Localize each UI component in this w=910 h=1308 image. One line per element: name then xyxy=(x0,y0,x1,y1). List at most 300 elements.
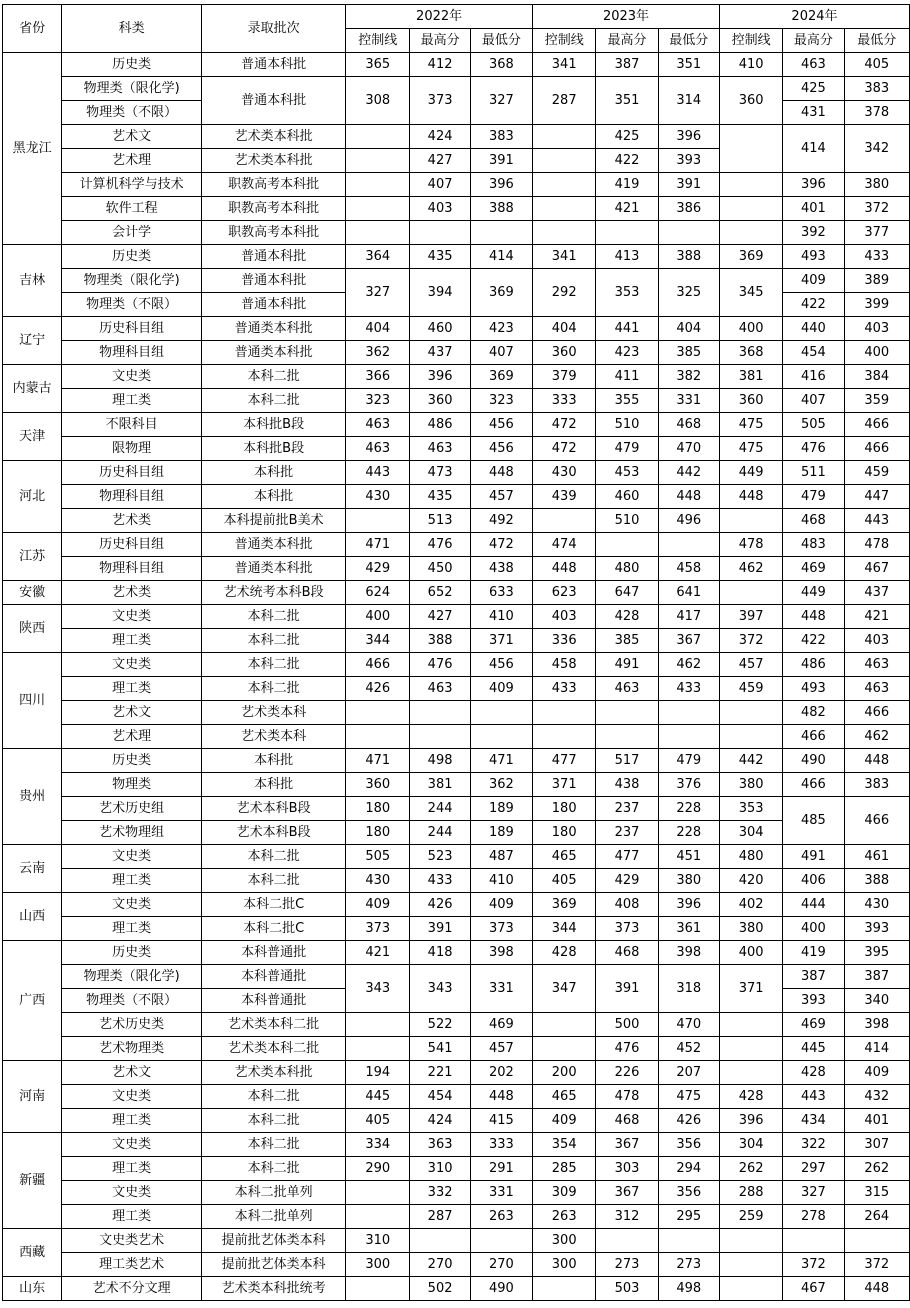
control-line-2023: 344 xyxy=(533,917,596,941)
max-score-2023: 419 xyxy=(596,173,658,197)
control-line-2024: 381 xyxy=(719,365,782,389)
control-line-2022: 334 xyxy=(346,1133,410,1157)
control-line-2023: 285 xyxy=(533,1157,596,1181)
header-max-score: 最高分 xyxy=(410,29,470,53)
min-score-2024: 377 xyxy=(844,221,909,245)
control-line-2024 xyxy=(719,1061,782,1085)
max-score-2023: 510 xyxy=(596,413,658,437)
min-score-2022: 373 xyxy=(470,917,532,941)
table-row xyxy=(3,1085,910,1109)
control-line-2024: 380 xyxy=(719,917,782,941)
min-score-2023: 391 xyxy=(658,173,719,197)
min-score-2022: 409 xyxy=(470,893,532,917)
header-control-line: 控制线 xyxy=(346,29,410,53)
max-score-2022: 244 xyxy=(410,821,470,845)
table-row xyxy=(3,341,910,365)
batch-cell: 本科二批 xyxy=(202,629,346,653)
max-score-2024: 409 xyxy=(783,269,844,293)
control-line-2024: 410 xyxy=(719,53,782,77)
table-row xyxy=(3,797,910,821)
max-score-2022: 426 xyxy=(410,893,470,917)
max-score-2023: 237 xyxy=(596,797,658,821)
header-control-line: 控制线 xyxy=(533,29,596,53)
control-line-2024 xyxy=(719,125,782,173)
min-score-2023: 273 xyxy=(658,1253,719,1277)
category-cell: 艺术类 xyxy=(62,581,202,605)
control-line-2022: 308 xyxy=(346,77,410,125)
min-score-2022: 448 xyxy=(470,461,532,485)
control-line-2022: 366 xyxy=(346,365,410,389)
control-line-2023: 347 xyxy=(533,965,596,1013)
admission-score-table xyxy=(2,4,910,1301)
min-score-2023: 398 xyxy=(658,941,719,965)
min-score-2022: 423 xyxy=(470,317,532,341)
category-cell: 不限科目 xyxy=(62,413,202,437)
min-score-2023: 498 xyxy=(658,1277,719,1301)
category-cell: 理工类 xyxy=(62,1205,202,1229)
table-row xyxy=(3,701,910,725)
max-score-2024: 278 xyxy=(783,1205,844,1229)
min-score-2024: 463 xyxy=(844,677,909,701)
min-score-2024: 395 xyxy=(844,941,909,965)
max-score-2022: 418 xyxy=(410,941,470,965)
control-line-2023 xyxy=(533,509,596,533)
max-score-2024: 469 xyxy=(783,1013,844,1037)
category-cell: 文史类 xyxy=(62,365,202,389)
min-score-2023 xyxy=(658,221,719,245)
min-score-2023: 382 xyxy=(658,365,719,389)
min-score-2022: 369 xyxy=(470,269,532,317)
max-score-2023 xyxy=(596,533,658,557)
max-score-2022: 454 xyxy=(410,1085,470,1109)
control-line-2024: 368 xyxy=(719,341,782,365)
category-cell: 艺术文 xyxy=(62,1061,202,1085)
control-line-2022: 430 xyxy=(346,485,410,509)
min-score-2022: 391 xyxy=(470,149,532,173)
max-score-2024: 407 xyxy=(783,389,844,413)
batch-cell: 本科二批 xyxy=(202,605,346,629)
batch-cell: 本科二批单列 xyxy=(202,1181,346,1205)
batch-cell: 艺术本科B段 xyxy=(202,797,346,821)
min-score-2022: 369 xyxy=(470,365,532,389)
min-score-2024: 448 xyxy=(844,749,909,773)
batch-cell: 本科二批 xyxy=(202,1133,346,1157)
max-score-2023: 373 xyxy=(596,917,658,941)
province-cell: 广西 xyxy=(3,941,62,1061)
min-score-2024: 432 xyxy=(844,1085,909,1109)
min-score-2024: 466 xyxy=(844,413,909,437)
max-score-2024: 406 xyxy=(783,869,844,893)
max-score-2022: 652 xyxy=(410,581,470,605)
min-score-2024: 372 xyxy=(844,1253,909,1277)
max-score-2022: 473 xyxy=(410,461,470,485)
category-cell: 理工类 xyxy=(62,1109,202,1133)
max-score-2023 xyxy=(596,1229,658,1253)
control-line-2022: 365 xyxy=(346,53,410,77)
min-score-2022: 270 xyxy=(470,1253,532,1277)
min-score-2022: 371 xyxy=(470,629,532,653)
min-score-2022: 327 xyxy=(470,77,532,125)
max-score-2022: 498 xyxy=(410,749,470,773)
batch-cell: 本科二批 xyxy=(202,1109,346,1133)
max-score-2023: 423 xyxy=(596,341,658,365)
control-line-2022: 323 xyxy=(346,389,410,413)
max-score-2024: 440 xyxy=(783,317,844,341)
table-row xyxy=(3,317,910,341)
max-score-2022: 388 xyxy=(410,629,470,653)
max-score-2024: 485 xyxy=(783,797,844,845)
control-line-2022: 360 xyxy=(346,773,410,797)
control-line-2023: 341 xyxy=(533,245,596,269)
max-score-2023: 387 xyxy=(596,53,658,77)
max-score-2023: 491 xyxy=(596,653,658,677)
control-line-2022 xyxy=(346,1205,410,1229)
header-control-line: 控制线 xyxy=(719,29,782,53)
min-score-2022: 383 xyxy=(470,125,532,149)
min-score-2023: 367 xyxy=(658,629,719,653)
province-cell: 陕西 xyxy=(3,605,62,653)
max-score-2022: 424 xyxy=(410,125,470,149)
table-row xyxy=(3,1253,910,1277)
batch-cell: 普通本科批 xyxy=(202,269,346,293)
table-row xyxy=(3,677,910,701)
table-row xyxy=(3,389,910,413)
header-max-score: 最高分 xyxy=(596,29,658,53)
table-row xyxy=(3,509,910,533)
min-score-2022 xyxy=(470,1229,532,1253)
max-score-2023: 425 xyxy=(596,125,658,149)
min-score-2022: 457 xyxy=(470,485,532,509)
max-score-2024: 419 xyxy=(783,941,844,965)
max-score-2022: 412 xyxy=(410,53,470,77)
control-line-2023 xyxy=(533,725,596,749)
max-score-2024: 392 xyxy=(783,221,844,245)
max-score-2024: 468 xyxy=(783,509,844,533)
category-cell: 文史类 xyxy=(62,1085,202,1109)
control-line-2024: 449 xyxy=(719,461,782,485)
max-score-2022: 381 xyxy=(410,773,470,797)
control-line-2024: 480 xyxy=(719,845,782,869)
control-line-2022: 290 xyxy=(346,1157,410,1181)
control-line-2024: 259 xyxy=(719,1205,782,1229)
category-cell: 艺术类 xyxy=(62,509,202,533)
control-line-2023 xyxy=(533,125,596,149)
min-score-2022: 438 xyxy=(470,557,532,581)
min-score-2023: 228 xyxy=(658,797,719,821)
batch-cell: 普通类本科批 xyxy=(202,341,346,365)
max-score-2024: 483 xyxy=(783,533,844,557)
table-body xyxy=(3,53,910,1301)
min-score-2023: 351 xyxy=(658,53,719,77)
control-line-2024 xyxy=(719,1253,782,1277)
table-row xyxy=(3,413,910,437)
province-cell: 吉林 xyxy=(3,245,62,317)
header-min-score: 最低分 xyxy=(844,29,909,53)
max-score-2024: 505 xyxy=(783,413,844,437)
max-score-2024: 449 xyxy=(783,581,844,605)
header-year-2024: 2024年 xyxy=(719,5,909,29)
min-score-2023: 496 xyxy=(658,509,719,533)
category-cell: 文史类艺术 xyxy=(62,1229,202,1253)
control-line-2022: 430 xyxy=(346,869,410,893)
control-line-2024: 304 xyxy=(719,1133,782,1157)
control-line-2022 xyxy=(346,725,410,749)
max-score-2023 xyxy=(596,725,658,749)
province-cell: 新疆 xyxy=(3,1133,62,1229)
batch-cell: 艺术类本科 xyxy=(202,701,346,725)
control-line-2024: 360 xyxy=(719,77,782,125)
category-cell: 文史类 xyxy=(62,845,202,869)
max-score-2022: 360 xyxy=(410,389,470,413)
batch-cell: 本科二批 xyxy=(202,845,346,869)
min-score-2022: 189 xyxy=(470,821,532,845)
max-score-2022: 522 xyxy=(410,1013,470,1037)
control-line-2023 xyxy=(533,149,596,173)
min-score-2023: 442 xyxy=(658,461,719,485)
max-score-2022: 523 xyxy=(410,845,470,869)
category-cell: 理工类 xyxy=(62,677,202,701)
province-cell: 安徽 xyxy=(3,581,62,605)
table-row xyxy=(3,365,910,389)
max-score-2024: 400 xyxy=(783,917,844,941)
max-score-2023: 385 xyxy=(596,629,658,653)
min-score-2022: 362 xyxy=(470,773,532,797)
control-line-2023: 433 xyxy=(533,677,596,701)
control-line-2023: 472 xyxy=(533,437,596,461)
category-cell: 理工类 xyxy=(62,1157,202,1181)
category-cell: 会计学 xyxy=(62,221,202,245)
control-line-2022 xyxy=(346,509,410,533)
min-score-2024: 437 xyxy=(844,581,909,605)
min-score-2024: 403 xyxy=(844,317,909,341)
category-cell: 艺术历史类 xyxy=(62,1013,202,1037)
max-score-2023: 421 xyxy=(596,197,658,221)
table-row xyxy=(3,1157,910,1181)
control-line-2024: 400 xyxy=(719,317,782,341)
control-line-2022 xyxy=(346,221,410,245)
table-row xyxy=(3,1037,910,1061)
max-score-2024: 327 xyxy=(783,1181,844,1205)
table-row xyxy=(3,629,910,653)
category-cell: 理工类 xyxy=(62,629,202,653)
min-score-2023: 295 xyxy=(658,1205,719,1229)
province-cell: 河南 xyxy=(3,1061,62,1133)
table-row xyxy=(3,1181,910,1205)
min-score-2023: 376 xyxy=(658,773,719,797)
max-score-2022: 407 xyxy=(410,173,470,197)
control-line-2023: 458 xyxy=(533,653,596,677)
max-score-2024: 425 xyxy=(783,77,844,101)
control-line-2022: 463 xyxy=(346,413,410,437)
batch-cell: 普通类本科批 xyxy=(202,533,346,557)
batch-cell: 提前批艺体类本科 xyxy=(202,1253,346,1277)
table-row xyxy=(3,917,910,941)
min-score-2024: 447 xyxy=(844,485,909,509)
control-line-2024: 475 xyxy=(719,437,782,461)
min-score-2024: 403 xyxy=(844,629,909,653)
category-cell: 艺术文 xyxy=(62,701,202,725)
batch-cell: 艺术类本科批统考 xyxy=(202,1277,346,1301)
control-line-2023: 360 xyxy=(533,341,596,365)
min-score-2023 xyxy=(658,1229,719,1253)
table-row xyxy=(3,1013,910,1037)
header-batch: 录取批次 xyxy=(202,5,346,53)
control-line-2024: 459 xyxy=(719,677,782,701)
control-line-2022: 400 xyxy=(346,605,410,629)
category-cell: 物理类（不限） xyxy=(62,101,202,125)
control-line-2022: 426 xyxy=(346,677,410,701)
control-line-2022 xyxy=(346,173,410,197)
min-score-2022: 448 xyxy=(470,1085,532,1109)
min-score-2023: 468 xyxy=(658,413,719,437)
control-line-2022: 409 xyxy=(346,893,410,917)
control-line-2024: 396 xyxy=(719,1109,782,1133)
max-score-2023: 438 xyxy=(596,773,658,797)
min-score-2023: 448 xyxy=(658,485,719,509)
control-line-2022: 344 xyxy=(346,629,410,653)
min-score-2023: 228 xyxy=(658,821,719,845)
control-line-2024: 448 xyxy=(719,485,782,509)
min-score-2023: 388 xyxy=(658,245,719,269)
max-score-2022: 244 xyxy=(410,797,470,821)
batch-cell: 本科二批 xyxy=(202,869,346,893)
table-row xyxy=(3,53,910,77)
min-score-2024: 393 xyxy=(844,917,909,941)
batch-cell: 艺术类本科批 xyxy=(202,1061,346,1085)
max-score-2022: 310 xyxy=(410,1157,470,1181)
min-score-2023: 641 xyxy=(658,581,719,605)
max-score-2023: 413 xyxy=(596,245,658,269)
min-score-2023: 451 xyxy=(658,845,719,869)
max-score-2023: 510 xyxy=(596,509,658,533)
min-score-2022: 331 xyxy=(470,1181,532,1205)
max-score-2022: 270 xyxy=(410,1253,470,1277)
min-score-2023 xyxy=(658,701,719,725)
min-score-2022 xyxy=(470,221,532,245)
max-score-2022: 476 xyxy=(410,653,470,677)
min-score-2023: 396 xyxy=(658,125,719,149)
province-cell: 云南 xyxy=(3,845,62,893)
control-line-2022: 445 xyxy=(346,1085,410,1109)
control-line-2024: 420 xyxy=(719,869,782,893)
max-score-2023: 226 xyxy=(596,1061,658,1085)
category-cell: 物理类 xyxy=(62,773,202,797)
min-score-2023: 386 xyxy=(658,197,719,221)
min-score-2024: 383 xyxy=(844,77,909,101)
table-row xyxy=(3,869,910,893)
control-line-2024: 380 xyxy=(719,773,782,797)
control-line-2022 xyxy=(346,1013,410,1037)
max-score-2024: 491 xyxy=(783,845,844,869)
max-score-2024: 422 xyxy=(783,629,844,653)
table-row xyxy=(3,1229,910,1253)
control-line-2023: 428 xyxy=(533,941,596,965)
category-cell: 历史科目组 xyxy=(62,317,202,341)
header-row-years xyxy=(3,5,910,29)
max-score-2023: 428 xyxy=(596,605,658,629)
max-score-2023: 468 xyxy=(596,1109,658,1133)
table-row xyxy=(3,845,910,869)
table-row xyxy=(3,221,910,245)
max-score-2024: 454 xyxy=(783,341,844,365)
batch-cell: 本科提前批B美术 xyxy=(202,509,346,533)
min-score-2022 xyxy=(470,701,532,725)
control-line-2022: 180 xyxy=(346,821,410,845)
min-score-2024: 315 xyxy=(844,1181,909,1205)
control-line-2022 xyxy=(346,1277,410,1301)
control-line-2024: 475 xyxy=(719,413,782,437)
batch-cell: 本科二批 xyxy=(202,1157,346,1181)
control-line-2024 xyxy=(719,1277,782,1301)
batch-cell: 艺术类本科二批 xyxy=(202,1013,346,1037)
max-score-2024: 445 xyxy=(783,1037,844,1061)
max-score-2023: 273 xyxy=(596,1253,658,1277)
max-score-2022: 450 xyxy=(410,557,470,581)
category-cell: 艺术不分文理 xyxy=(62,1277,202,1301)
control-line-2023: 333 xyxy=(533,389,596,413)
batch-cell: 本科批 xyxy=(202,749,346,773)
control-line-2024 xyxy=(719,197,782,221)
control-line-2024 xyxy=(719,173,782,197)
control-line-2022: 429 xyxy=(346,557,410,581)
category-cell: 历史类 xyxy=(62,245,202,269)
control-line-2022: 466 xyxy=(346,653,410,677)
control-line-2023: 354 xyxy=(533,1133,596,1157)
category-cell: 文史类 xyxy=(62,893,202,917)
min-score-2022: 202 xyxy=(470,1061,532,1085)
max-score-2022: 513 xyxy=(410,509,470,533)
max-score-2024: 434 xyxy=(783,1109,844,1133)
category-cell: 理工类 xyxy=(62,389,202,413)
min-score-2023: 356 xyxy=(658,1181,719,1205)
control-line-2024: 400 xyxy=(719,941,782,965)
control-line-2024: 478 xyxy=(719,533,782,557)
max-score-2023: 312 xyxy=(596,1205,658,1229)
control-line-2023: 369 xyxy=(533,893,596,917)
control-line-2022: 405 xyxy=(346,1109,410,1133)
batch-cell: 艺术本科B段 xyxy=(202,821,346,845)
table-row xyxy=(3,533,910,557)
control-line-2022: 471 xyxy=(346,533,410,557)
min-score-2023: 452 xyxy=(658,1037,719,1061)
category-cell: 理工类艺术 xyxy=(62,1253,202,1277)
category-cell: 历史类 xyxy=(62,749,202,773)
control-line-2023: 465 xyxy=(533,1085,596,1109)
category-cell: 历史科目组 xyxy=(62,533,202,557)
table-row xyxy=(3,125,910,149)
control-line-2024 xyxy=(719,1037,782,1061)
min-score-2023: 458 xyxy=(658,557,719,581)
min-score-2022: 472 xyxy=(470,533,532,557)
control-line-2023: 300 xyxy=(533,1253,596,1277)
max-score-2023: 303 xyxy=(596,1157,658,1181)
min-score-2023: 396 xyxy=(658,893,719,917)
min-score-2022: 414 xyxy=(470,245,532,269)
control-line-2022: 180 xyxy=(346,797,410,821)
control-line-2024: 360 xyxy=(719,389,782,413)
control-line-2024 xyxy=(719,1013,782,1037)
min-score-2024: 466 xyxy=(844,797,909,845)
control-line-2024 xyxy=(719,1229,782,1253)
max-score-2024: 393 xyxy=(783,989,844,1013)
min-score-2023 xyxy=(658,533,719,557)
max-score-2023 xyxy=(596,221,658,245)
min-score-2023: 475 xyxy=(658,1085,719,1109)
control-line-2022: 471 xyxy=(346,749,410,773)
control-line-2022 xyxy=(346,125,410,149)
max-score-2024: 431 xyxy=(783,101,844,125)
batch-cell: 本科二批 xyxy=(202,677,346,701)
